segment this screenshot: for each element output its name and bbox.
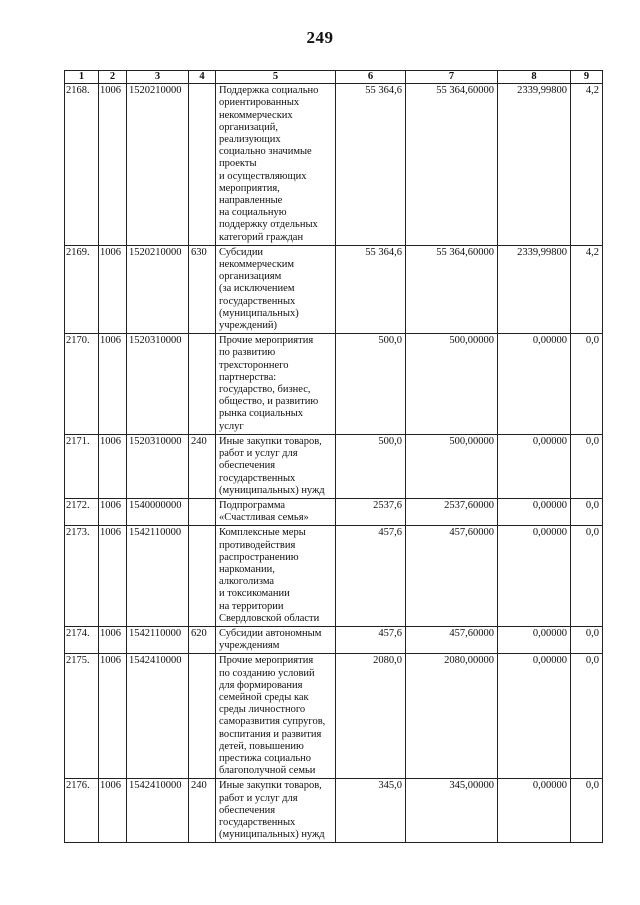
column-header-7: 7 [406,71,498,84]
table-body [65,84,603,843]
column-header-5: 5 [216,71,336,84]
percent-cell: 4,2 [571,245,603,333]
item-name-cell: Иные закупки товаров, работ и услуг для обеспечения государственных (муниципальных) нужд [216,434,336,498]
row-number-cell: 2170. [65,334,99,435]
percent-cell: 0,0 [571,334,603,435]
item-name-cell: Прочие мероприятия по развитию трехстороннего партнерства: государство, бизнес, общество, и развитию рынка социальных услуг [216,334,336,435]
executed-amount-cell: 457,60000 [406,526,498,627]
executed-amount-cell: 500,00000 [406,334,498,435]
section-code-cell: 1006 [99,779,127,843]
row-number-cell: 2174. [65,626,99,653]
section-code-cell: 1006 [99,626,127,653]
item-name-cell: Прочие мероприятия по созданию условий для формирования семейной среды как среды личностного саморазвития супругов, воспитания и развития детей, повышению престижа социально благополучной семьи [216,654,336,779]
item-name-cell: Комплексные меры противодействия распространению наркомании, алкоголизма и токсикомании на территории Свердловской области [216,526,336,627]
item-name-cell: Субсидии автономным учреждениям [216,626,336,653]
planned-amount-cell: 55 364,6 [336,84,406,246]
expense-type-cell: 240 [189,434,216,498]
remainder-amount-cell: 0,00000 [498,498,571,525]
expense-type-cell [189,334,216,435]
target-article-cell: 1520210000 [127,84,189,246]
table-header [65,71,603,84]
percent-cell: 0,0 [571,779,603,843]
expense-type-cell [189,526,216,627]
column-header-1: 1 [65,71,99,84]
remainder-amount-cell: 2339,99800 [498,245,571,333]
table-row [65,526,603,627]
item-name-cell: Иные закупки товаров, работ и услуг для обеспечения государственных (муниципальных) нужд [216,779,336,843]
target-article-cell: 1542110000 [127,626,189,653]
remainder-amount-cell: 0,00000 [498,654,571,779]
row-number-cell: 2171. [65,434,99,498]
remainder-amount-cell: 0,00000 [498,626,571,653]
remainder-amount-cell: 0,00000 [498,779,571,843]
row-number-cell: 2175. [65,654,99,779]
section-code-cell: 1006 [99,334,127,435]
table-row [65,434,603,498]
header-row [65,71,603,84]
expense-type-cell: 630 [189,245,216,333]
column-header-4: 4 [189,71,216,84]
percent-cell: 4,2 [571,84,603,246]
section-code-cell: 1006 [99,84,127,246]
planned-amount-cell: 345,0 [336,779,406,843]
expense-type-cell [189,498,216,525]
target-article-cell: 1542410000 [127,779,189,843]
remainder-amount-cell: 0,00000 [498,434,571,498]
target-article-cell: 1520310000 [127,334,189,435]
item-name-cell: Поддержка социально ориентированных некоммерческих организаций, реализующих социально значимые проекты и осуществляющих мероприятия, направленные на социальную поддержку отдельных категорий граждан [216,84,336,246]
planned-amount-cell: 457,6 [336,626,406,653]
row-number-cell: 2168. [65,84,99,246]
executed-amount-cell: 55 364,60000 [406,84,498,246]
row-number-cell: 2176. [65,779,99,843]
executed-amount-cell: 55 364,60000 [406,245,498,333]
section-code-cell: 1006 [99,654,127,779]
planned-amount-cell: 2537,6 [336,498,406,525]
table-row [65,779,603,843]
remainder-amount-cell: 2339,99800 [498,84,571,246]
column-header-2: 2 [99,71,127,84]
executed-amount-cell: 345,00000 [406,779,498,843]
planned-amount-cell: 457,6 [336,526,406,627]
target-article-cell: 1520210000 [127,245,189,333]
percent-cell: 0,0 [571,526,603,627]
column-header-8: 8 [498,71,571,84]
item-name-cell: Субсидии некоммерческим организациям (за исключением государственных (муниципальных) учреждений) [216,245,336,333]
target-article-cell: 1520310000 [127,434,189,498]
section-code-cell: 1006 [99,526,127,627]
executed-amount-cell: 2537,60000 [406,498,498,525]
column-header-9: 9 [571,71,603,84]
executed-amount-cell: 2080,00000 [406,654,498,779]
executed-amount-cell: 500,00000 [406,434,498,498]
expense-type-cell: 240 [189,779,216,843]
remainder-amount-cell: 0,00000 [498,334,571,435]
table-row [65,245,603,333]
item-name-cell: Подпрограмма «Счастливая семья» [216,498,336,525]
section-code-cell: 1006 [99,434,127,498]
row-number-cell: 2172. [65,498,99,525]
row-number-cell: 2169. [65,245,99,333]
percent-cell: 0,0 [571,654,603,779]
percent-cell: 0,0 [571,498,603,525]
percent-cell: 0,0 [571,626,603,653]
column-header-3: 3 [127,71,189,84]
column-header-6: 6 [336,71,406,84]
row-number-cell: 2173. [65,526,99,627]
executed-amount-cell: 457,60000 [406,626,498,653]
table-row [65,654,603,779]
expense-type-cell [189,654,216,779]
table-row [65,84,603,246]
section-code-cell: 1006 [99,245,127,333]
table-row [65,334,603,435]
expense-type-cell: 620 [189,626,216,653]
expense-type-cell [189,84,216,246]
budget-table [64,70,603,843]
percent-cell: 0,0 [571,434,603,498]
table-row [65,498,603,525]
planned-amount-cell: 2080,0 [336,654,406,779]
remainder-amount-cell: 0,00000 [498,526,571,627]
target-article-cell: 1540000000 [127,498,189,525]
planned-amount-cell: 500,0 [336,334,406,435]
target-article-cell: 1542110000 [127,526,189,627]
section-code-cell: 1006 [99,498,127,525]
page-number: 249 [306,28,334,47]
table-row [65,626,603,653]
target-article-cell: 1542410000 [127,654,189,779]
planned-amount-cell: 500,0 [336,434,406,498]
planned-amount-cell: 55 364,6 [336,245,406,333]
